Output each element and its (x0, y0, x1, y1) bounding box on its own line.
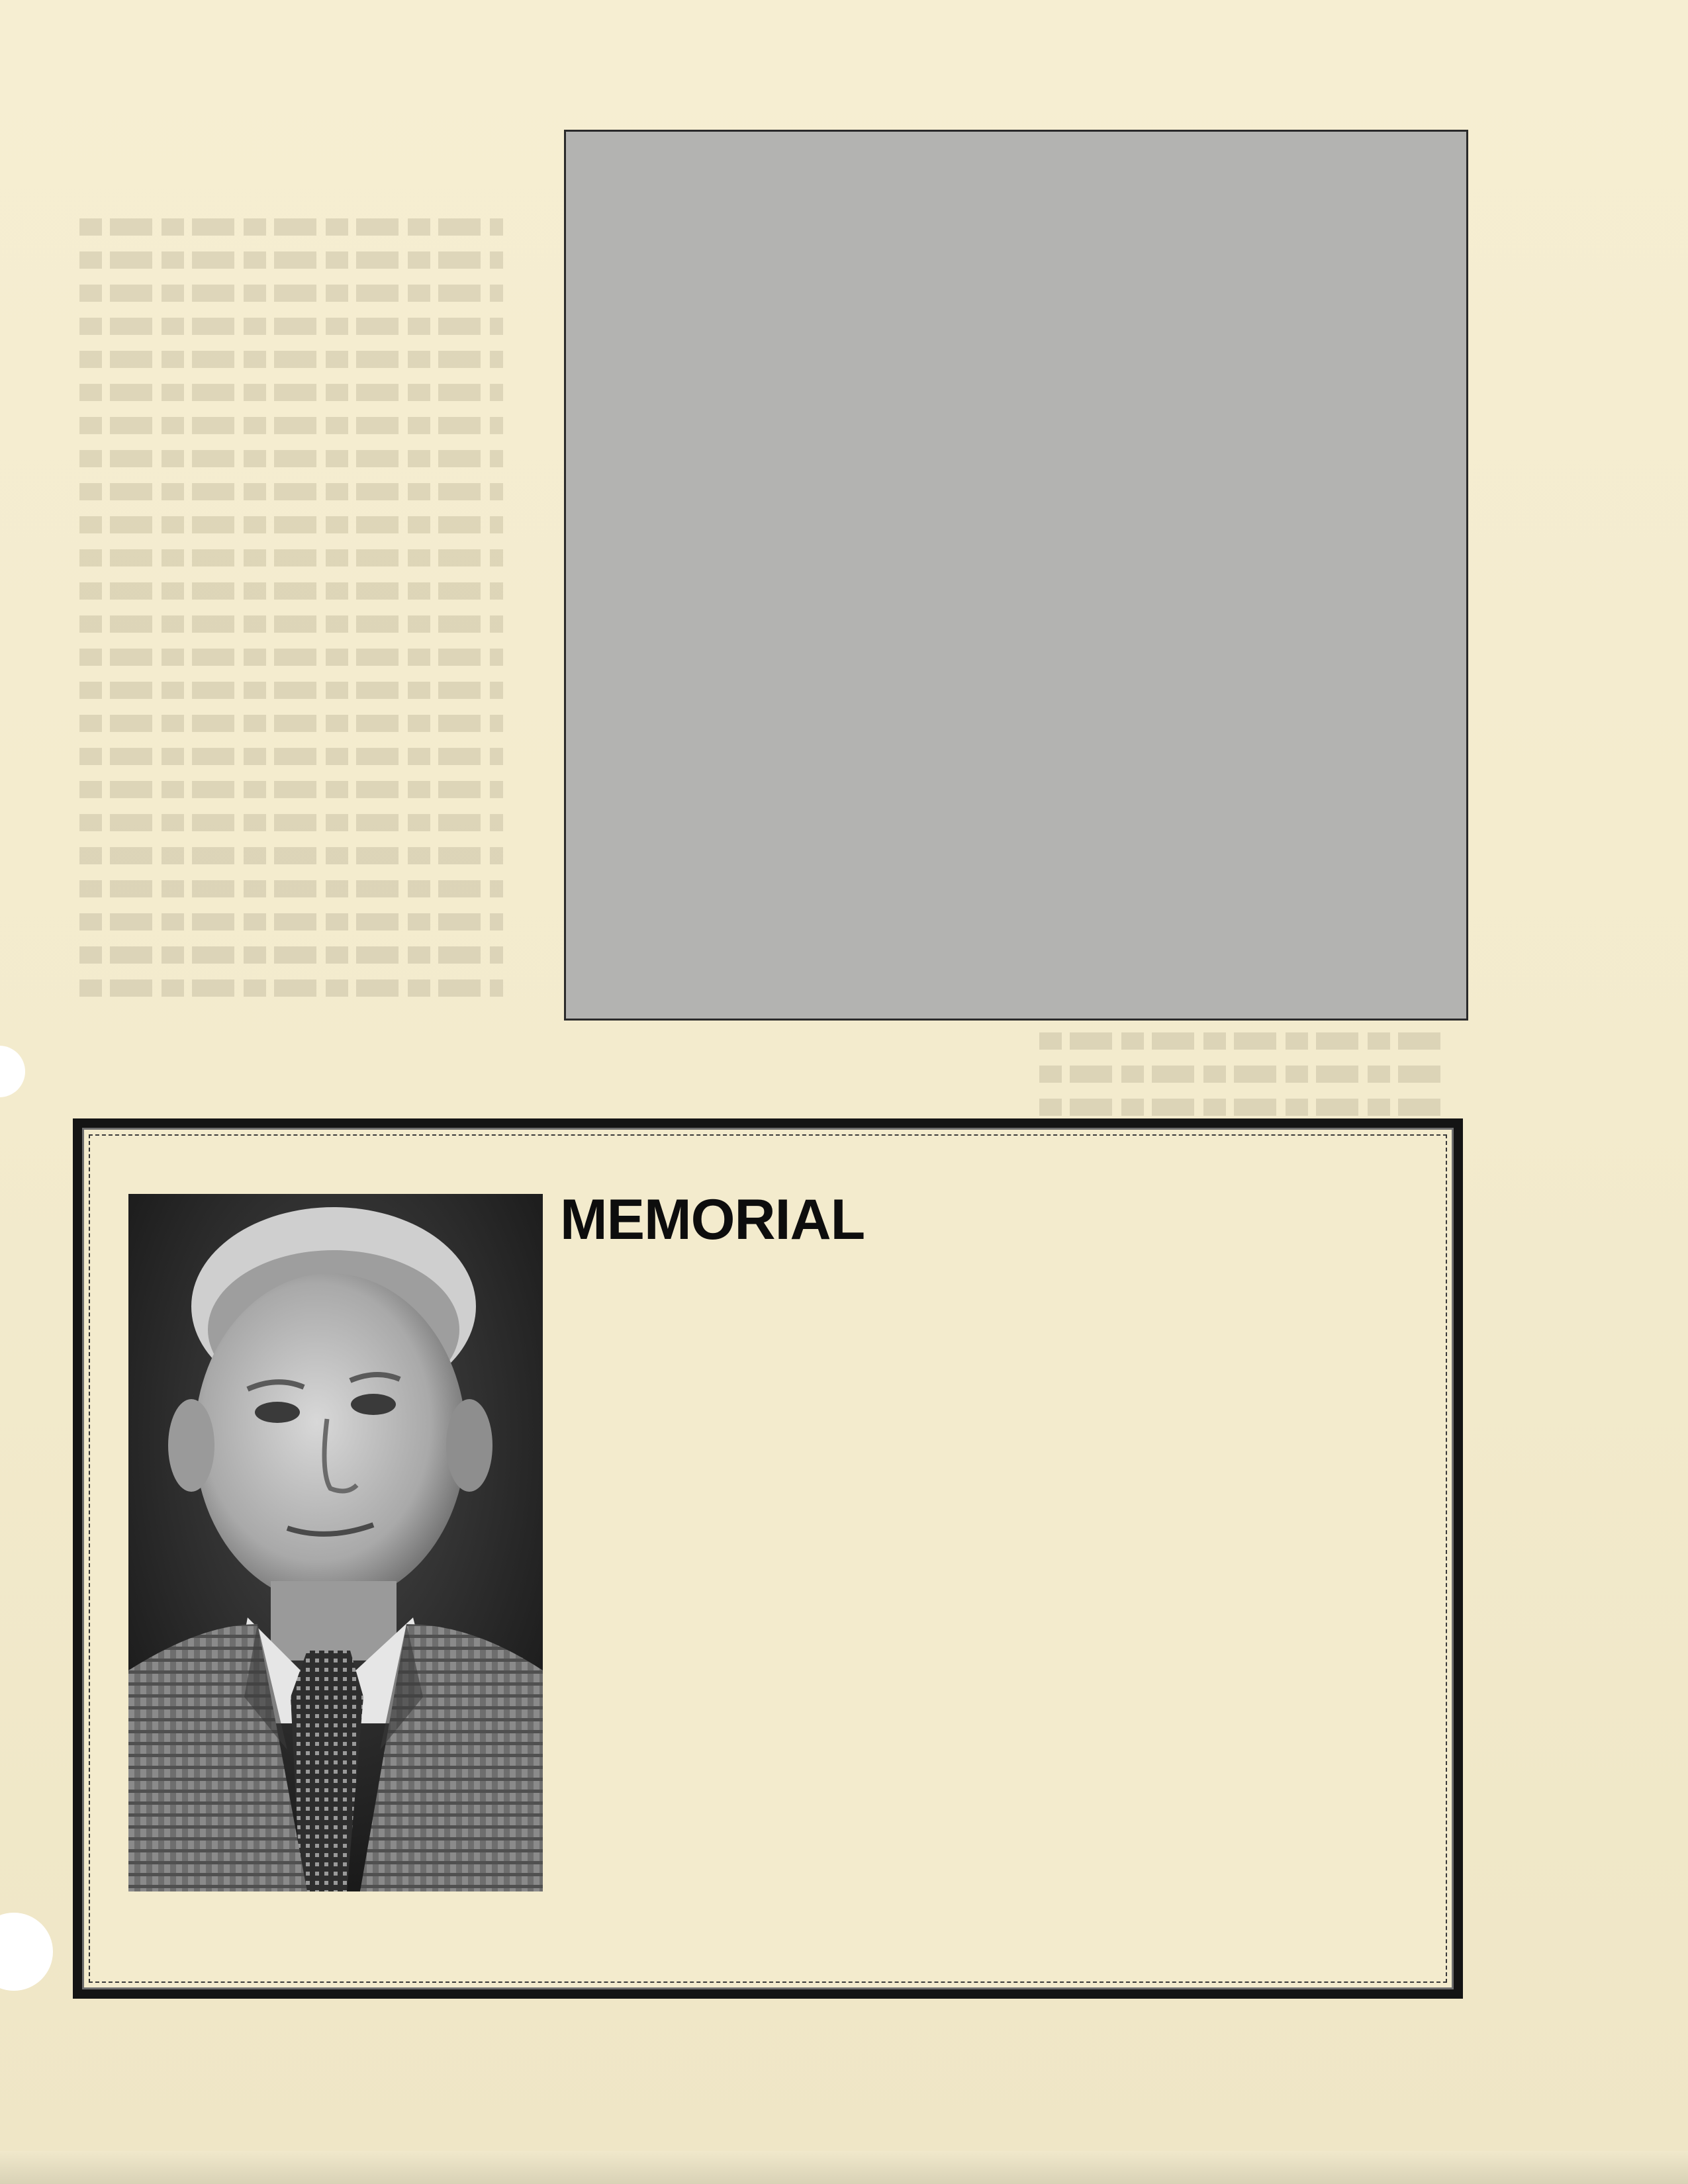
gray-image-block (564, 130, 1468, 1021)
memorial-box (73, 1118, 1463, 1999)
memorial-heading: MEMORIAL (560, 1188, 865, 1251)
punch-hole-top (0, 1046, 25, 1097)
punch-hole-bottom (0, 1913, 53, 1991)
portrait-photo (128, 1194, 543, 1891)
portrait-icon (128, 1194, 543, 1891)
show-through-text-left (79, 218, 503, 1013)
page-bottom-edge (0, 2151, 1688, 2184)
